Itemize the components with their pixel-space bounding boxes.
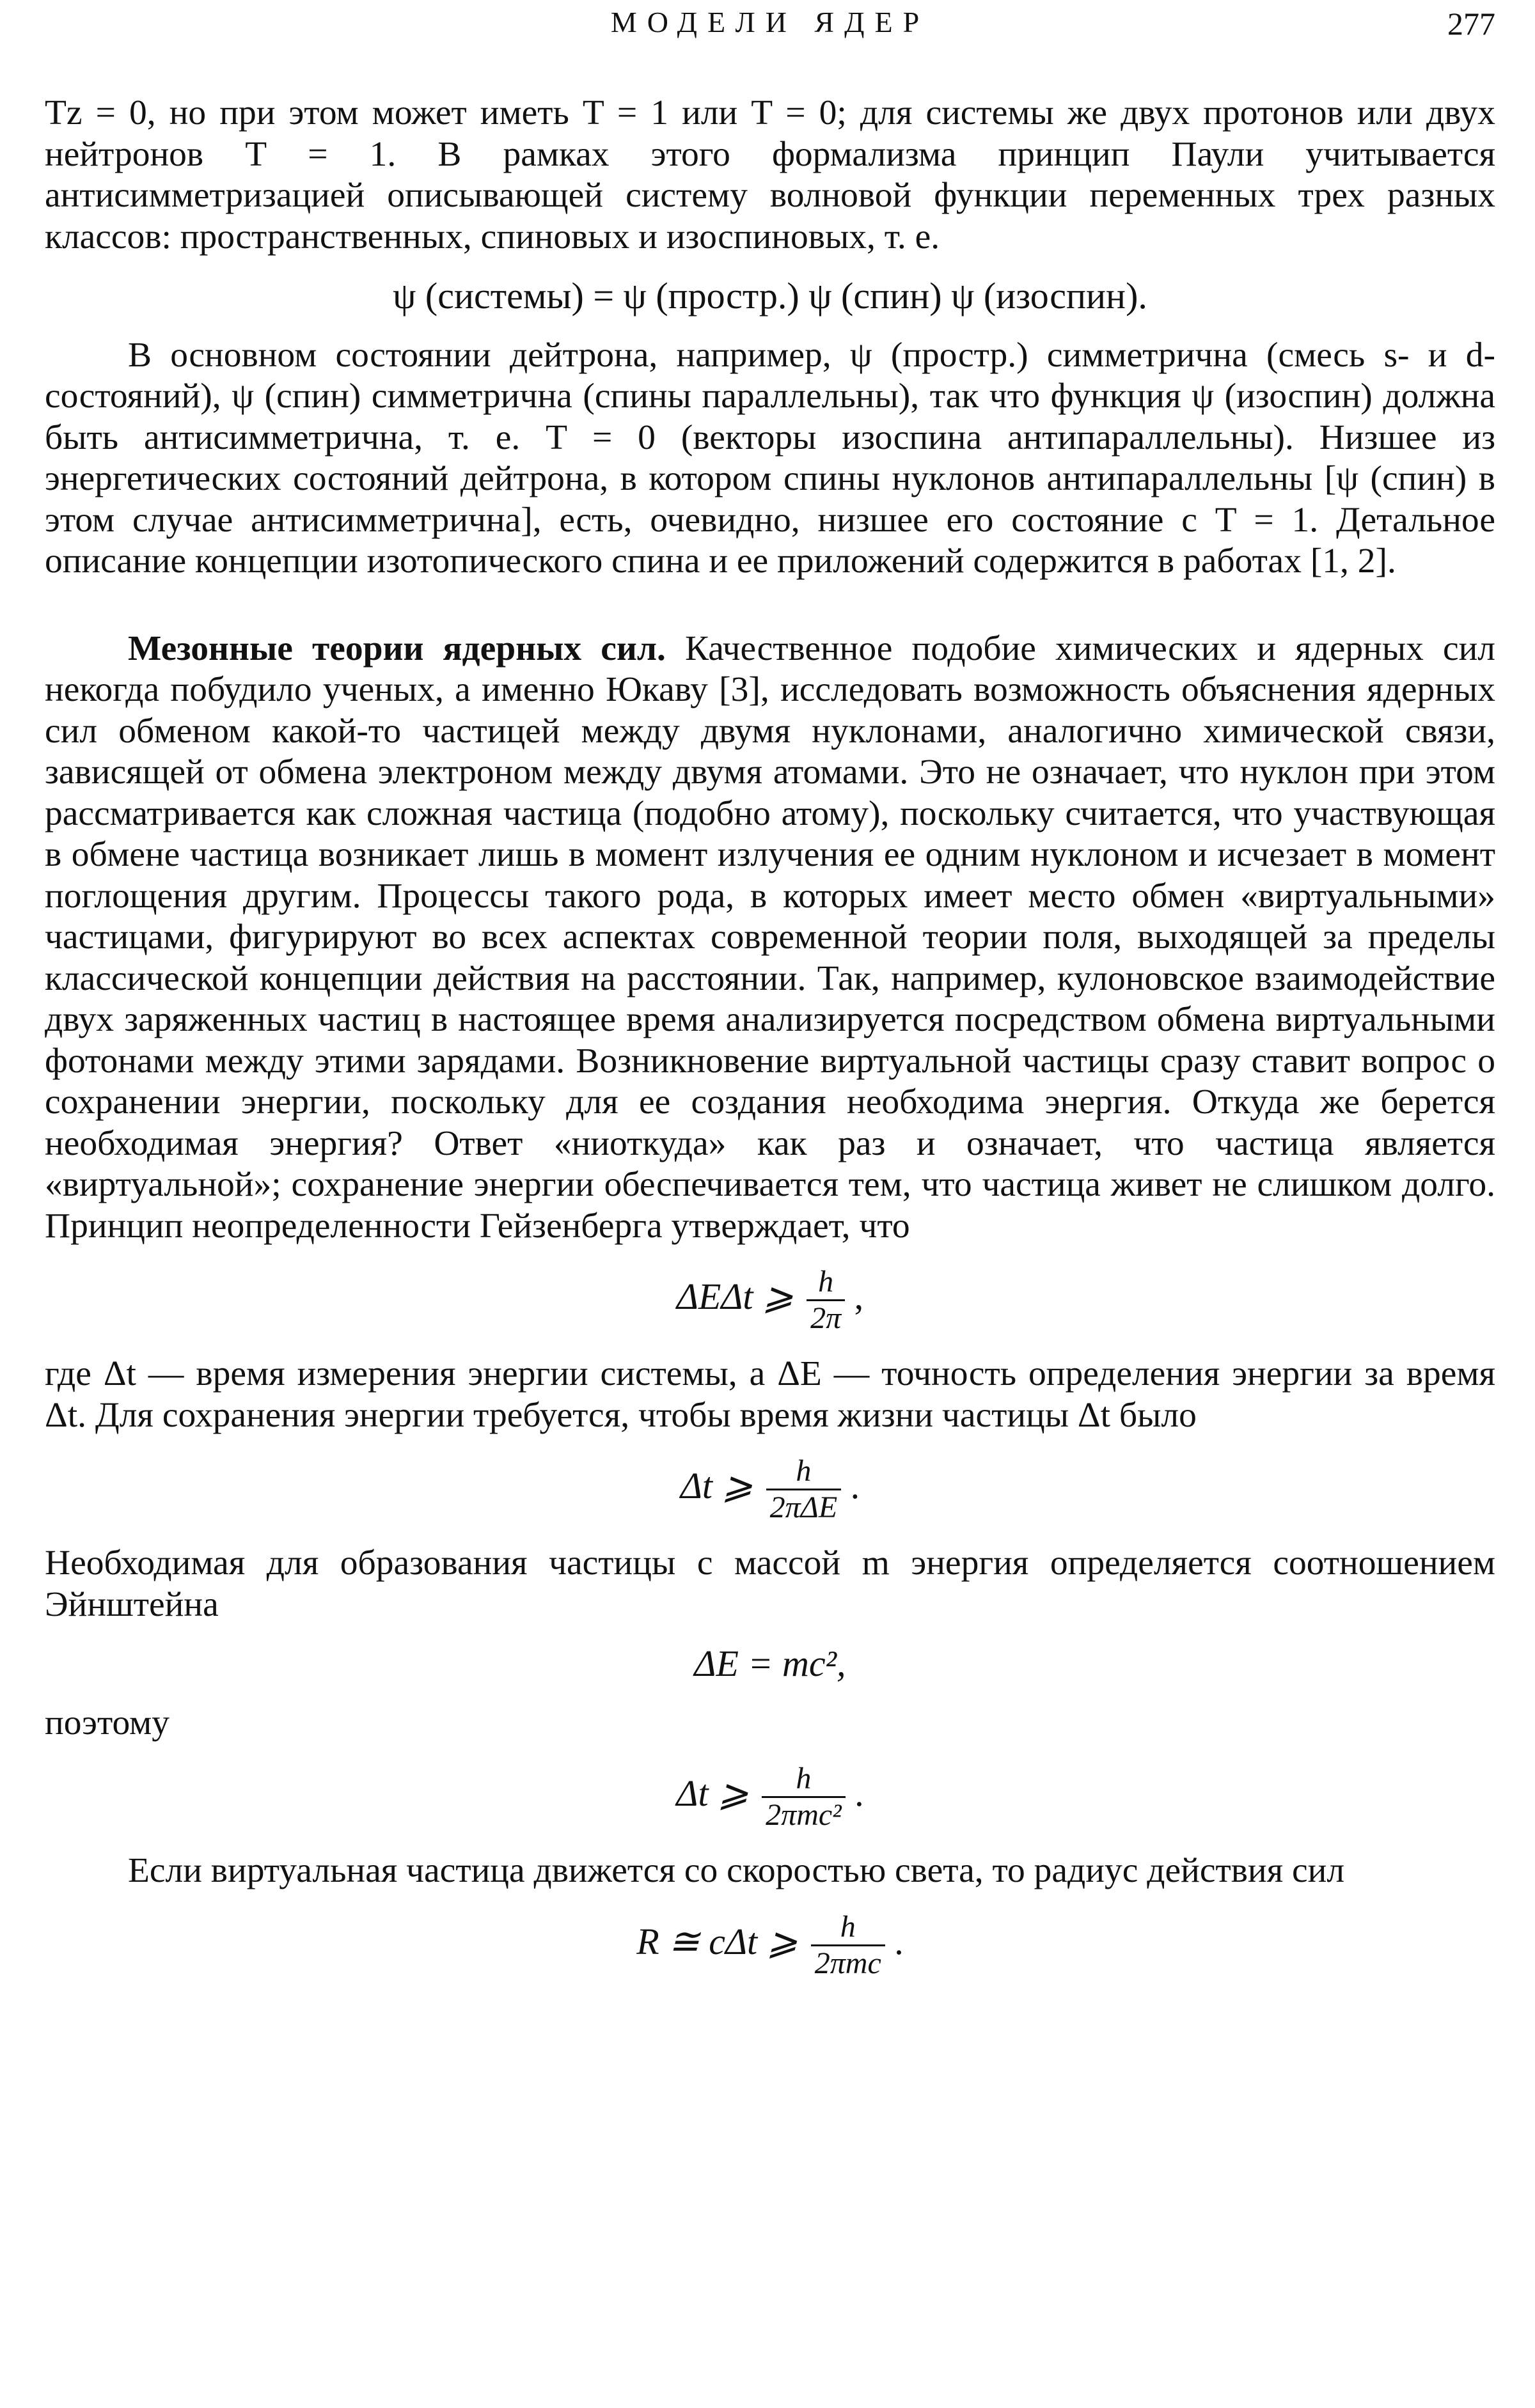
fraction-numerator: h — [762, 1762, 845, 1798]
paragraph-isospin-intro: Tz = 0, но при этом может иметь T = 1 или T = 0; для системы же двух протонов или двух нейтронов T = 1. В рамках этого формализма принцип Паули учитывается антисимметризацией описывающей систему волновой функции переменных трех разных классов: пространственных, спиновых и изоспиновых, т. е. — [45, 93, 1495, 256]
formula-punct: . — [854, 1772, 864, 1814]
fraction-denominator: 2π — [810, 1301, 842, 1335]
paragraph-deuteron: В основном состоянии дейтрона, например, ψ (простр.) симметрична (смесь s- и d-состояний), ψ (спин) симметрична (спины параллельны), так что функция ψ (изоспин) должна быть антисимметрична, т. е. T = 0 (векторы изоспина антипараллельны). Низшее из энергетических состояний дейтрона, в котором спины нуклонов антипараллельны [ψ (спин) в этом случае антисимметрична], есть, очевидно, низшее его состояние с T = 1. Детальное описание концепции изотопического спина и ее приложений содержится в работах [1, 2]. — [45, 335, 1495, 581]
fraction — [811, 1910, 885, 1981]
fraction — [807, 1265, 845, 1336]
formula-punct: . — [894, 1920, 904, 1962]
fraction-denominator: 2πmc² — [766, 1798, 842, 1832]
paragraph-range: Если виртуальная частица движется со скоростью света, то радиус действия сил — [128, 1851, 1345, 1890]
formula-wavefunction: ψ (системы) = ψ (простр.) ψ (спин) ψ (изоспин). — [393, 275, 1147, 317]
formula-range-lhs: R ≅ cΔt ⩾ — [636, 1920, 798, 1962]
formula-punct: . — [850, 1464, 860, 1506]
paragraph-einstein: Необходимая для образования частицы с массой m энергия определяется соотношением Эйнштейна — [45, 1544, 1495, 1624]
fraction — [762, 1762, 845, 1833]
running-title: МОДЕЛИ ЯДЕР — [610, 6, 930, 38]
fraction — [766, 1454, 842, 1525]
page-number: 277 — [1447, 6, 1495, 42]
fraction-denominator: 2πΔE — [769, 1490, 838, 1524]
paragraph-therefore: поэтому — [45, 1703, 170, 1742]
paragraph-meson-theories — [45, 629, 1495, 1247]
paragraph-meson-text: Качественное подобие химических и ядерных сил некогда побудило ученых, а именно Юкаву [3], исследовать возможность объяснения ядерных сил обменом какой-то частицей между двумя нуклонами, аналогично химической связи, зависящей от обмена электроном между двумя атомами. Это не означает, что нуклон при этом рассматривается как сложная частица (подобно атому), поскольку считается, что участвующая в обмене частица возникает лишь в момент излучения ее одним нуклоном и исчезает в момент поглощения другим. Процессы такого рода, в которых имеет место обмен «виртуальными» частицами, фигурируют во всех аспектах современной теории поля, выходящей за пределы классической концепции действия на расстоянии. Так, например, кулоновское взаимодействие двух заряженных частиц в настоящее время анализируется посредством обмена виртуальными фотонами между этими зарядами. Возникновение виртуальной частицы сразу ставит вопрос о сохранении энергии, поскольку для ее создания необходима энергия. Откуда же берется необходимая энергия? Ответ «ниоткуда» как раз и означает, что частица является «виртуальной»; сохранение энергии обеспечивается тем, что частица живет не слишком долго. Принцип неопределенности Гейзенберга утверждает, что — [45, 629, 1496, 1246]
page-header — [45, 5, 1495, 43]
section-heading: Мезонные теории ядерных сил. — [128, 629, 666, 668]
formula-lifetime-lhs: Δt ⩾ — [680, 1464, 753, 1506]
paragraph-time-measure: где Δt — время измерения энергии системы, а ΔE — точность определения энергии за время Δt. Для сохранения энергии требуется, чтобы время жизни частицы Δt было — [45, 1354, 1495, 1435]
formula-lifetime — [45, 1454, 1495, 1525]
formula-range — [45, 1910, 1495, 1981]
fraction-denominator: 2πmc — [814, 1946, 881, 1980]
formula-einstein: ΔE = mc², — [694, 1643, 846, 1684]
formula-lifetime-mass-lhs: Δt ⩾ — [676, 1772, 749, 1814]
formula-lifetime-mass — [45, 1762, 1495, 1833]
formula-punct: , — [854, 1275, 864, 1317]
fraction-numerator: h — [811, 1910, 885, 1946]
formula-uncertainty — [45, 1265, 1495, 1336]
book-page — [45, 0, 1495, 2408]
fraction-numerator: h — [766, 1454, 842, 1490]
formula-uncertainty-lhs: ΔEΔt ⩾ — [676, 1275, 794, 1317]
body-text — [45, 93, 1495, 1999]
fraction-numerator: h — [807, 1265, 845, 1301]
